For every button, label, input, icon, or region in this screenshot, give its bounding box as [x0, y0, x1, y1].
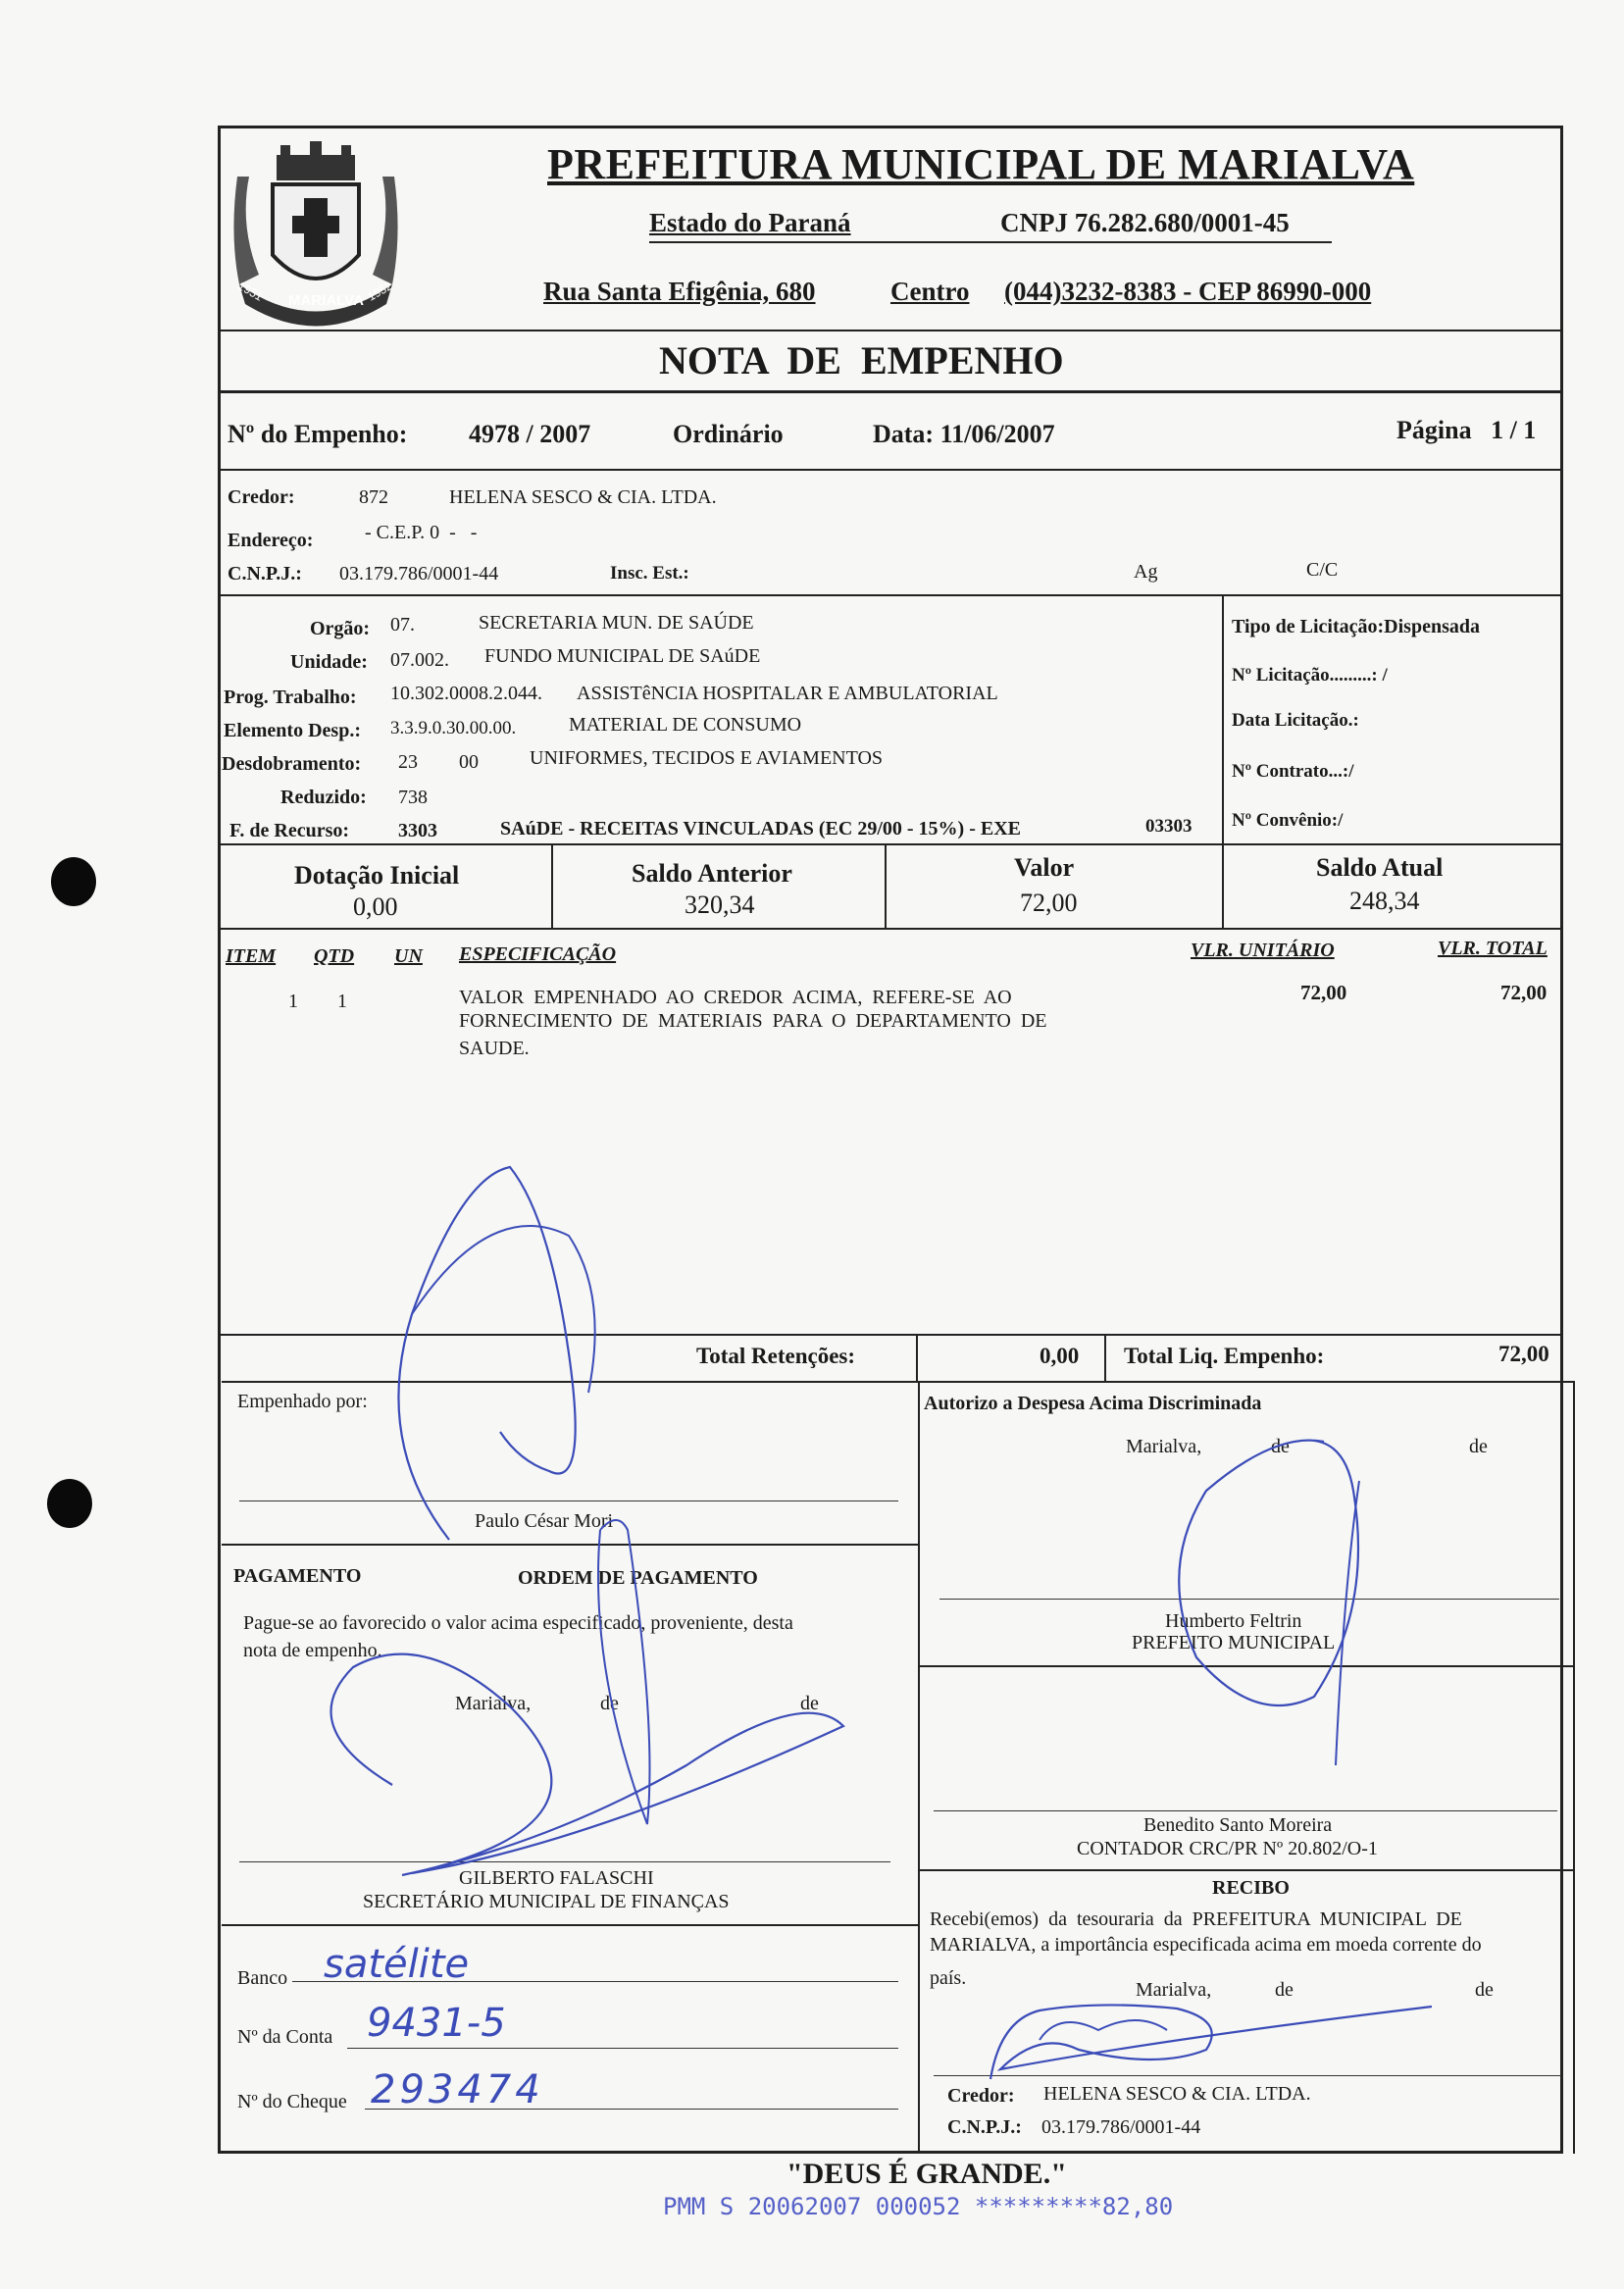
conta-line — [347, 2048, 898, 2049]
item-unit-value: 72,00 — [1300, 981, 1347, 1004]
autorizo-de1: de — [1271, 1436, 1290, 1457]
empenho-date: Data: 11/06/2007 — [873, 420, 1055, 448]
desd-label: Desdobramento: — [222, 753, 362, 775]
credor-code: 872 — [359, 486, 388, 508]
saldo-atual-value: 248,34 — [1349, 887, 1420, 915]
pagamento-de1: de — [600, 1693, 619, 1714]
contador-name: Benedito Santo Moreira — [1143, 1814, 1333, 1836]
balance-sep-2 — [885, 843, 887, 928]
convenio-number: Nº Convênio:/ — [1232, 810, 1344, 831]
prog-name: ASSISTêNCIA HOSPITALAR E AMBULATORIAL — [577, 683, 998, 704]
col-qtd: QTD — [314, 945, 355, 967]
elem-label: Elemento Desp.: — [224, 720, 361, 741]
recurso-code: 3303 — [398, 820, 437, 841]
recibo-cnpj: 03.179.786/0001-44 — [1041, 2116, 1201, 2138]
recibo-de2: de — [1475, 1979, 1494, 2001]
recibo-credor-label: Credor: — [947, 2085, 1015, 2107]
cc-label: C/C — [1306, 559, 1339, 581]
orgao-code: 07. — [390, 614, 415, 636]
ag-label: Ag — [1134, 561, 1158, 583]
document-title: NOTA DE EMPENHO — [659, 338, 1064, 382]
autorizo-de2: de — [1469, 1436, 1488, 1457]
pagamento-text-line1: Pague-se ao favorecido o valor acima especificado, proveniente, desta — [243, 1612, 793, 1634]
lower-center-line — [918, 1381, 920, 2154]
lower-right-edge — [1573, 1381, 1575, 2154]
budget-divider — [218, 843, 1563, 845]
saldo-anterior-label: Saldo Anterior — [632, 859, 792, 888]
secretario-name: GILBERTO FALASCHI — [459, 1867, 654, 1889]
municipality-title: PREFEITURA MUNICIPAL DE MARIALVA — [547, 140, 1415, 188]
licitacao-type: Tipo de Licitação:Dispensada — [1232, 616, 1480, 637]
municipal-cnpj: CNPJ 76.282.680/0001-45 — [1000, 208, 1290, 237]
dotacao-value: 0,00 — [353, 892, 398, 921]
recurso-ref: 03303 — [1145, 816, 1193, 837]
phone-cep: (044)3232-8383 - CEP 86990-000 — [1004, 277, 1372, 306]
cheque-line — [365, 2109, 898, 2110]
col-item: ITEM — [226, 945, 277, 967]
pagamento-signature-line — [239, 1861, 890, 1862]
credor-cnpj-label: C.N.P.J.: — [228, 563, 302, 585]
item-qty: 1 — [337, 991, 347, 1012]
banco-value: satélite — [324, 1942, 470, 1987]
total-liq-label: Total Liq. Empenho: — [1124, 1344, 1325, 1368]
totals-sep-2 — [1104, 1334, 1106, 1383]
punch-hole-bottom — [47, 1479, 92, 1528]
item-number: 1 — [288, 991, 298, 1012]
budget-licitacao-separator — [1222, 594, 1224, 843]
recurso-label: F. de Recurso: — [229, 820, 350, 841]
punch-hole-top — [51, 857, 96, 906]
street-address: Rua Santa Efigênia, 680 — [543, 277, 816, 306]
valor-value: 72,00 — [1020, 889, 1078, 917]
autorizo-divider — [918, 1665, 1573, 1667]
recibo-text-line3: país. — [930, 1967, 967, 1989]
prefeito-role: PREFEITO MUNICIPAL — [1132, 1632, 1336, 1653]
cheque-label: Nº do Cheque — [237, 2091, 347, 2112]
state-name: Estado do Paraná — [649, 208, 851, 237]
autorizo-title: Autorizo a Despesa Acima Discriminada — [924, 1393, 1262, 1414]
valor-label: Valor — [1014, 853, 1075, 882]
title-divider — [218, 390, 1563, 393]
total-retencoes-value: 0,00 — [1040, 1344, 1080, 1368]
header-divider — [218, 330, 1563, 331]
cheque-value: 293474 — [371, 2067, 544, 2112]
pagamento-text-line2: nota de empenho. — [243, 1640, 382, 1661]
banco-label: Banco — [237, 1967, 288, 1989]
item-desc-line3: SAUDE. — [459, 1038, 530, 1059]
totals-sep-1 — [916, 1334, 918, 1383]
licitacao-date: Data Licitação.: — [1232, 710, 1359, 731]
unidade-label: Unidade: — [290, 651, 368, 673]
recibo-cnpj-label: C.N.P.J.: — [947, 2116, 1022, 2138]
recibo-place: Marialva, — [1136, 1979, 1212, 2001]
credor-label: Credor: — [228, 486, 295, 508]
contador-role: CONTADOR CRC/PR Nº 20.802/O-1 — [1077, 1838, 1378, 1859]
empenhado-divider — [222, 1544, 918, 1546]
empenho-number: 4978 / 2007 — [469, 420, 591, 448]
orgao-label: Orgão: — [310, 618, 371, 639]
recibo-text-line2: MARIALVA, a importância especificada acima em moeda corrente do — [930, 1934, 1482, 1956]
balance-sep-3 — [1222, 843, 1224, 928]
secretario-role: SECRETÁRIO MUNICIPAL DE FINANÇAS — [363, 1891, 730, 1912]
ordem-pagamento-label: ORDEM DE PAGAMENTO — [518, 1567, 758, 1589]
recibo-title: RECIBO — [1212, 1877, 1290, 1899]
item-total-value: 72,00 — [1500, 981, 1548, 1004]
item-desc-line2: FORNECIMENTO DE MATERIAIS PARA O DEPARTAMENTO DE — [459, 1010, 1047, 1032]
banco-line — [292, 1981, 898, 1982]
credor-divider — [218, 594, 1563, 596]
total-liq-value: 72,00 — [1498, 1342, 1549, 1366]
prog-code: 10.302.0008.2.044. — [390, 683, 542, 704]
pagamento-place: Marialva, — [455, 1693, 532, 1714]
motto: "DEUS É GRANDE." — [787, 2158, 1067, 2190]
unidade-name: FUNDO MUNICIPAL DE SAúDE — [484, 645, 761, 667]
pagamento-de2: de — [800, 1693, 819, 1714]
seal-year-left: 1951 — [235, 279, 266, 304]
empenho-divider — [218, 469, 1563, 471]
elem-code: 3.3.9.0.30.00.00. — [390, 718, 517, 738]
unidade-code: 07.002. — [390, 649, 449, 671]
col-vlr-total: VLR. TOTAL — [1438, 938, 1548, 959]
desd-name: UNIFORMES, TECIDOS E AVIAMENTOS — [530, 747, 884, 769]
district: Centro — [890, 277, 970, 306]
contador-divider — [918, 1869, 1573, 1871]
desd-a: 23 — [398, 751, 418, 773]
col-un: UN — [394, 945, 423, 967]
autorizo-signature-line — [939, 1599, 1559, 1600]
pagamento-label: PAGAMENTO — [233, 1565, 362, 1587]
state-line — [649, 241, 1332, 243]
municipal-seal — [220, 137, 412, 333]
page-number: Página 1 / 1 — [1396, 416, 1537, 444]
recibo-credor: HELENA SESCO & CIA. LTDA. — [1043, 2083, 1311, 2105]
recibo-signature-line — [934, 2075, 1561, 2076]
licitacao-number: Nº Licitação.........: / — [1232, 665, 1388, 686]
empenhado-name: Paulo César Mori — [475, 1510, 614, 1532]
elem-name: MATERIAL DE CONSUMO — [569, 714, 802, 736]
credor-cnpj: 03.179.786/0001-44 — [339, 563, 499, 585]
address-label: Endereço: — [228, 530, 314, 551]
payment-stamp: PMM S 20062007 000052 *********82,80 — [663, 2193, 1174, 2220]
dotacao-label: Dotação Inicial — [294, 861, 460, 890]
pagamento-divider — [222, 1924, 918, 1926]
balances-divider — [218, 928, 1563, 930]
empenho-number-label: Nº do Empenho: — [228, 420, 408, 448]
saldo-atual-label: Saldo Atual — [1316, 853, 1444, 882]
contrato-number: Nº Contrato...:/ — [1232, 761, 1354, 782]
contador-signature-line — [934, 1810, 1557, 1811]
recibo-de1: de — [1275, 1979, 1294, 2001]
prefeito-name: Humberto Feltrin — [1165, 1610, 1302, 1632]
col-especificacao: ESPECIFICAÇÃO — [459, 943, 617, 965]
empenhado-label: Empenhado por: — [237, 1391, 368, 1412]
empenho-type: Ordinário — [673, 420, 784, 448]
conta-value: 9431-5 — [367, 2001, 506, 2046]
orgao-name: SECRETARIA MUN. DE SAÚDE — [479, 612, 754, 634]
recurso-name: SAúDE - RECEITAS VINCULADAS (EC 29/00 - 15%) - EXE — [500, 818, 1021, 839]
seal-ribbon-text: MARIALVA — [288, 292, 364, 309]
insc-est-label: Insc. Est.: — [610, 563, 689, 584]
desd-b: 00 — [459, 751, 479, 773]
reduzido-code: 738 — [398, 787, 428, 808]
saldo-anterior-value: 320,34 — [685, 890, 755, 919]
prog-label: Prog. Trabalho: — [224, 687, 357, 708]
credor-name: HELENA SESCO & CIA. LTDA. — [449, 486, 717, 508]
col-vlr-unitario: VLR. UNITÁRIO — [1191, 940, 1335, 961]
credor-address: - C.E.P. 0 - - — [365, 522, 478, 543]
item-desc-line1: VALOR EMPENHADO AO CREDOR ACIMA, REFERE-SE AO — [459, 987, 1012, 1008]
balance-sep-1 — [551, 843, 553, 928]
autorizo-place: Marialva, — [1126, 1436, 1202, 1457]
total-retencoes-label: Total Retenções: — [696, 1344, 856, 1368]
seal-year-right: 1952 — [365, 279, 395, 304]
items-divider — [220, 1334, 1563, 1336]
totals-divider — [222, 1381, 1573, 1383]
reduzido-label: Reduzido: — [280, 787, 367, 808]
conta-label: Nº da Conta — [237, 2026, 333, 2048]
recibo-text-line1: Recebi(emos) da tesouraria da PREFEITURA MUNICIPAL DE — [930, 1908, 1462, 1930]
